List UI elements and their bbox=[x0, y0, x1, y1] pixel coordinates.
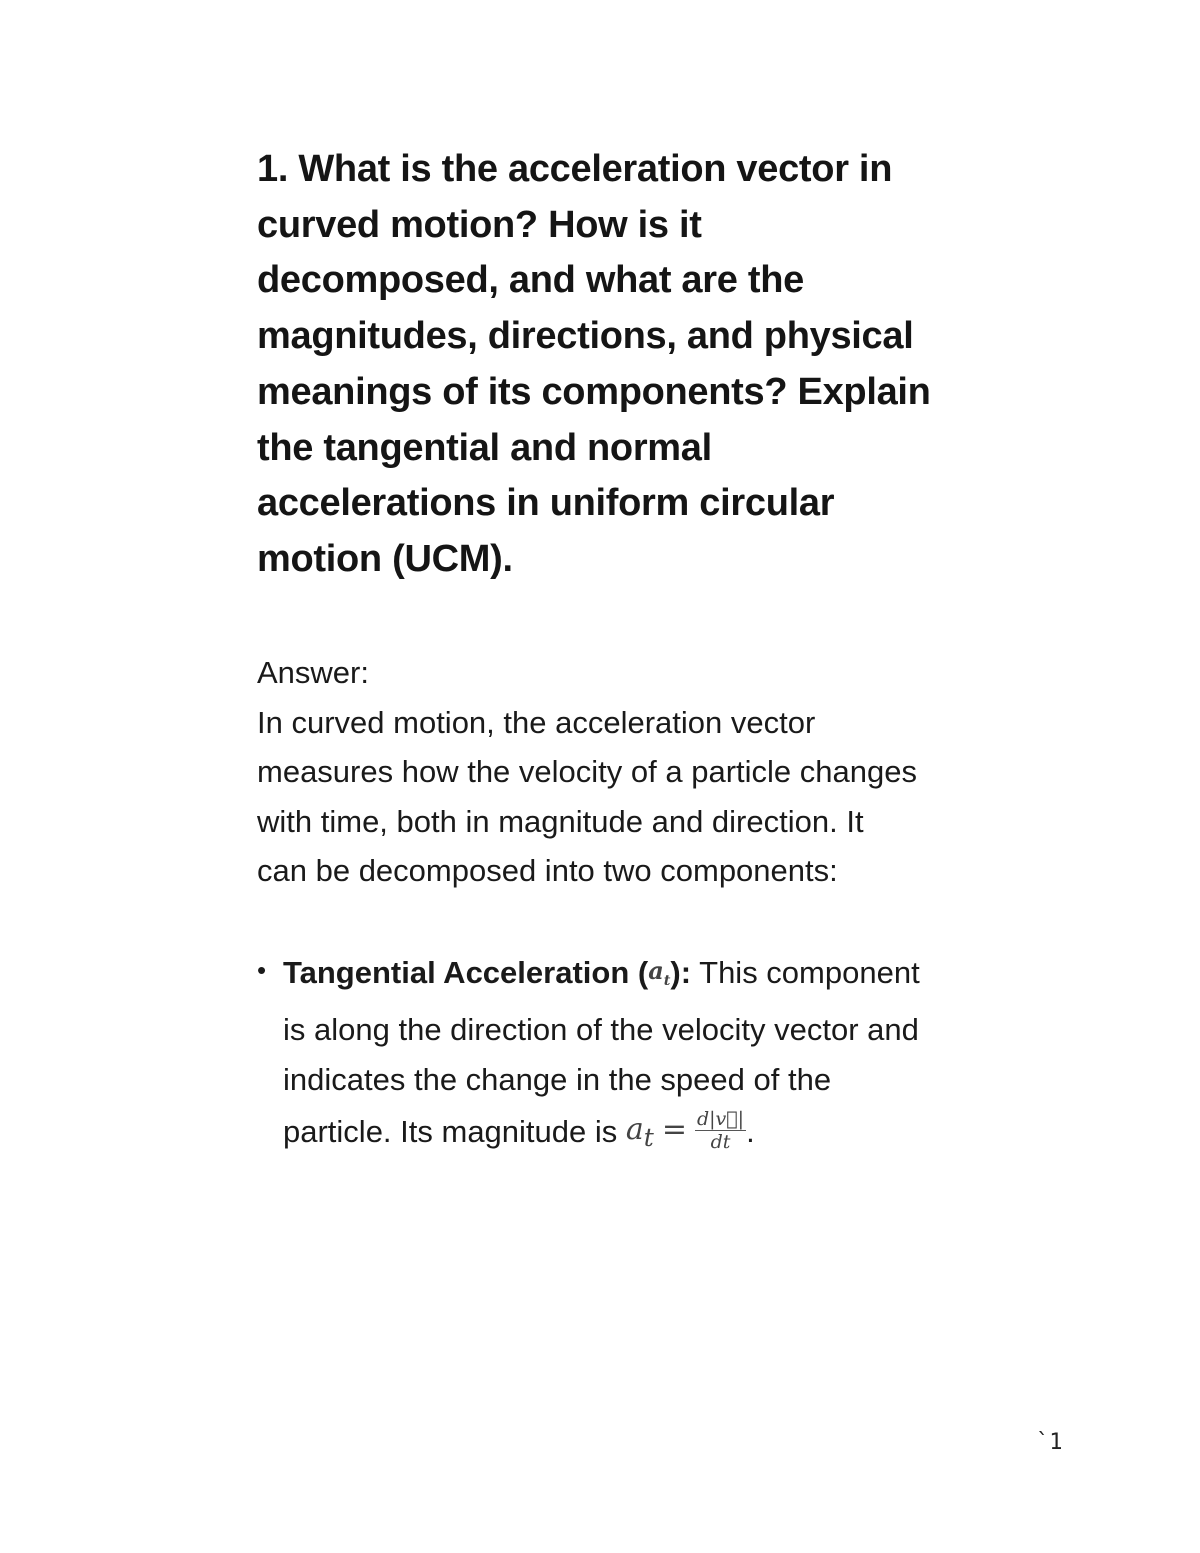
tangential-description: This component is along the direction of the velocity vector and indicates the change in the speed of the particle. Its magnitude is bbox=[283, 955, 920, 1149]
components-list bbox=[257, 946, 937, 1162]
answer-intro-paragraph: In curved motion, the acceleration vector measures how the velocity of a particle changes with time, both in magnitude and direction. It can be decomposed into two components: bbox=[257, 704, 917, 889]
document-page bbox=[257, 142, 937, 1162]
term-close: ): bbox=[670, 955, 692, 990]
answer-label: Answer: bbox=[257, 654, 369, 690]
question-heading: 1. What is the acceleration vector in curved motion? How is it decomposed, and what are the magnitudes, directions, and physical meanings of its components? Explain the tangential and normal accelerations in uniform circular motion (UCM). bbox=[257, 148, 931, 580]
page-number: `1 bbox=[1036, 1430, 1063, 1455]
formula-lhs-base: a bbox=[625, 1111, 644, 1147]
formula-lhs-subscript: t bbox=[643, 1122, 654, 1152]
list-item-tangential-acceleration bbox=[257, 946, 923, 1162]
tangential-magnitude-formula bbox=[626, 1105, 746, 1163]
formula-equals: = bbox=[661, 1111, 687, 1147]
formula-fraction bbox=[695, 1108, 746, 1153]
symbol-subscript: t bbox=[663, 971, 671, 989]
formula-lhs bbox=[625, 1111, 654, 1152]
symbol-a-t bbox=[648, 956, 671, 989]
formula-denominator: dt bbox=[710, 1130, 731, 1153]
bullet-marker: • bbox=[257, 955, 267, 985]
term-label: Tangential Acceleration ( bbox=[283, 955, 649, 990]
symbol-base: a bbox=[648, 956, 664, 985]
formula-numerator: d|v⃗| bbox=[696, 1107, 745, 1130]
term-tangential-acceleration bbox=[283, 955, 691, 990]
sentence-period: . bbox=[746, 1113, 755, 1149]
